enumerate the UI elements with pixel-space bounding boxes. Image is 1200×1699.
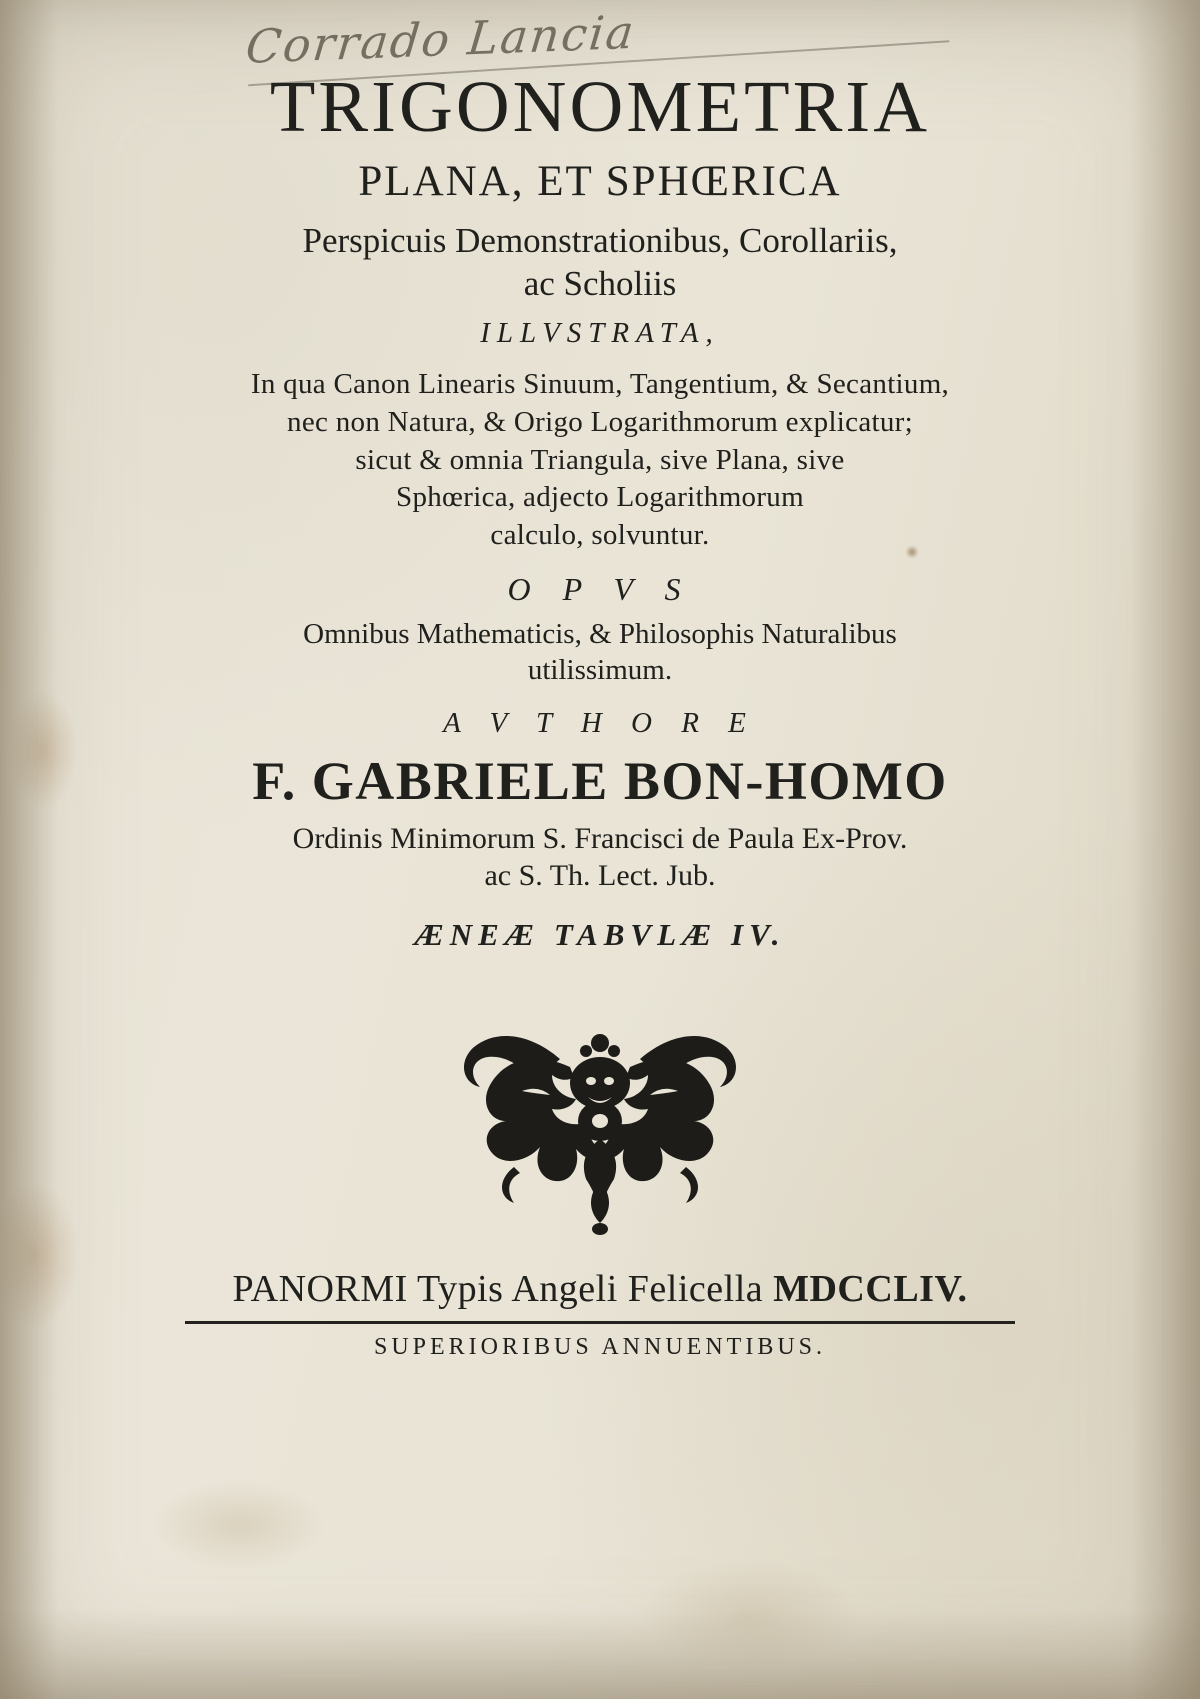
imprint-text: PANORMI Typis Angeli Felicella: [232, 1267, 774, 1310]
page-title: TRIGONOMETRIA: [269, 66, 931, 147]
opus-dedication: [95, 616, 1105, 689]
author-name: F. GABRIELE BON-HOMO: [252, 750, 948, 811]
imprint: [95, 1267, 1105, 1311]
description-line: sicut & omnia Triangula, sive Plana, sive: [355, 443, 845, 476]
description-line: nec non Natura, & Origo Logarithmorum explicatur;: [287, 406, 913, 439]
subtitle-secondary-line: Perspicuis Demonstrationibus, Corollariis,: [302, 221, 898, 260]
subtitle-primary: PLANA, ET SPHŒRICA: [358, 158, 842, 205]
illustrata-label: ILLVSTRATA,: [480, 317, 720, 350]
author-role-line: Ordinis Minimorum S. Francisci de Paula Ex-Prov.: [292, 821, 908, 855]
paper-stain: [8, 690, 78, 810]
paper-stain: [150, 1480, 330, 1570]
description-block: [95, 366, 1105, 554]
handwritten-inscription-text: Corrado Lancia: [243, 4, 639, 74]
paper-stain: [640, 1560, 860, 1670]
paper-stain: [0, 1180, 80, 1330]
subtitle-secondary-line: ac Scholiis: [523, 263, 677, 303]
description-line: In qua Canon Linearis Sinuum, Tangentium, & Secantium,: [250, 368, 950, 401]
opus-dedication-line: Omnibus Mathematicis, & Philosophis Naturalibus: [303, 617, 897, 650]
page-edge-shadow-left: [0, 0, 58, 1699]
printers-device-icon: [410, 971, 790, 1241]
imprint-year: MDCCLIV.: [773, 1267, 968, 1310]
description-line: calculo, solvuntur.: [490, 519, 710, 552]
authore-label: A V T H O R E: [443, 706, 757, 739]
author-role: [95, 820, 1105, 895]
opus-label: O P V S: [507, 570, 693, 607]
plates-note: ÆNEÆ TABVLÆ IV.: [414, 916, 786, 952]
subtitle-secondary: [95, 220, 1105, 305]
author-role-line: ac S. Th. Lect. Jub.: [484, 859, 716, 893]
permission-statement: SUPERIORIBUS ANNUENTIBUS.: [373, 1333, 827, 1360]
page-edge-shadow-right: [1130, 0, 1200, 1699]
horizontal-rule: [185, 1321, 1015, 1324]
description-line: Sphœrica, adjecto Logarithmorum: [396, 481, 804, 514]
page-edge-shadow-bottom: [0, 1609, 1200, 1699]
opus-dedication-line: utilissimum.: [527, 654, 673, 687]
